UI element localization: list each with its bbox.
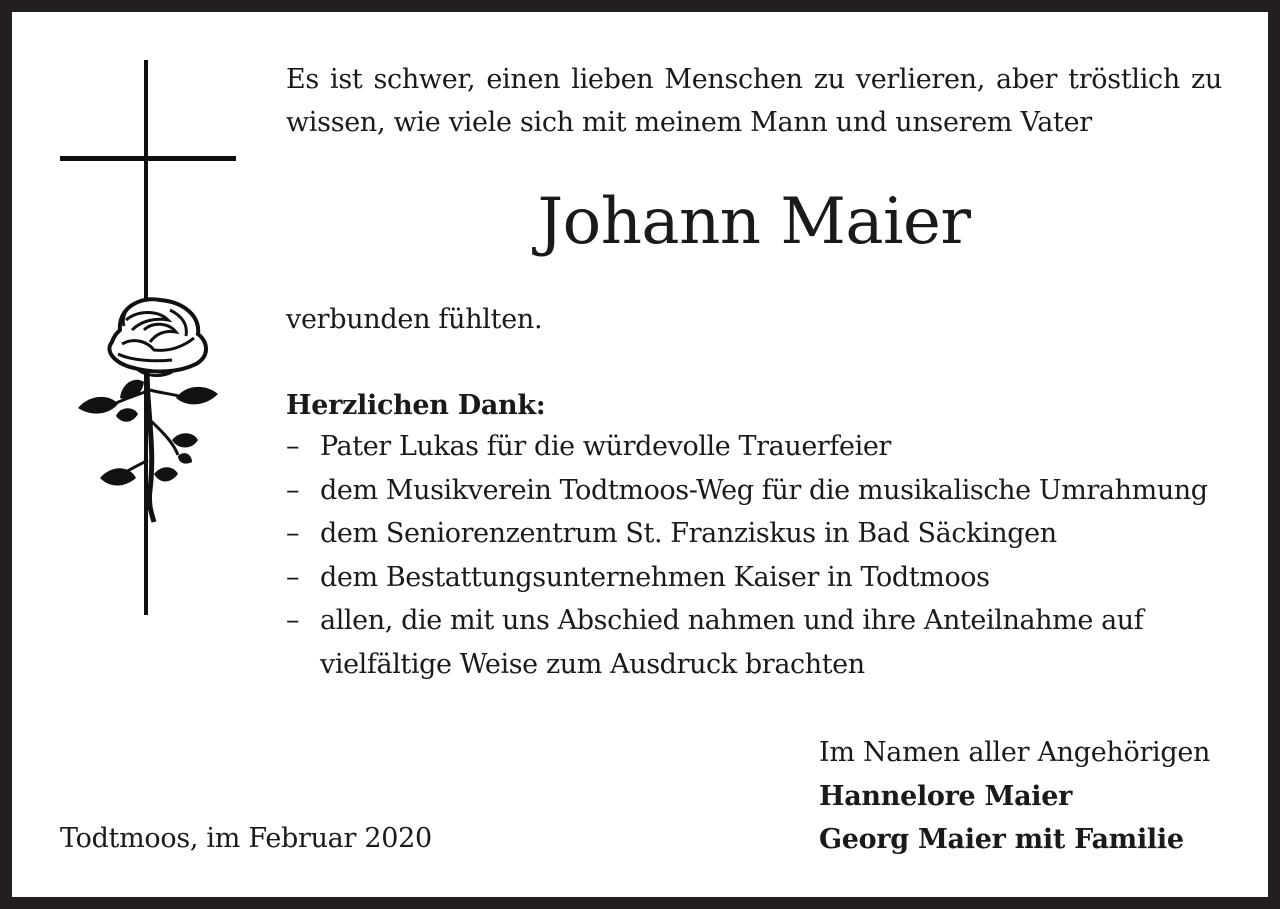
cross-horizontal-bar bbox=[60, 156, 236, 161]
signature-name-georg: Georg Maier mit Familie bbox=[819, 824, 1184, 855]
dash-bullet: – bbox=[286, 431, 300, 462]
outro-text: verbunden fühlten. bbox=[286, 304, 543, 335]
thanks-item-text: dem Musikverein Todtmoos-Weg für die musikalische Umrahmung bbox=[320, 474, 1208, 506]
thanks-item-text: allen, die mit uns Abschied nahmen und ihre Anteilnahme auf vielfältige Weise zum Ausdruck brachten bbox=[320, 605, 1144, 680]
cross-icon bbox=[60, 60, 240, 620]
intro-text: Es ist schwer, einen lieben Menschen zu verlieren, aber tröstlich zu wissen, wie viele sich mit meinem Mann und unserem Vater bbox=[286, 64, 1222, 138]
dash-bullet: – bbox=[286, 605, 300, 636]
thanks-item-text: dem Seniorenzentrum St. Franziskus in Bad Säckingen bbox=[320, 518, 1057, 549]
thanks-item bbox=[286, 512, 1222, 556]
thanks-list bbox=[286, 425, 1222, 686]
signature-name-hannelore: Hannelore Maier bbox=[819, 780, 1073, 812]
place-date: Todtmoos, im Februar 2020 bbox=[60, 823, 432, 854]
obituary-notice bbox=[12, 12, 1268, 897]
signature-block bbox=[819, 731, 1210, 862]
dash-bullet: – bbox=[286, 474, 300, 506]
thanks-item bbox=[286, 556, 1222, 600]
thanks-item-text: dem Bestattungsunternehmen Kaiser in Todtmoos bbox=[320, 561, 990, 593]
thanks-item bbox=[286, 425, 1222, 469]
thanks-item bbox=[286, 599, 1222, 686]
thanks-heading: Herzlichen Dank: bbox=[286, 390, 546, 421]
rose-icon bbox=[60, 290, 240, 550]
deceased-name: Johann Maier bbox=[537, 185, 971, 259]
thanks-item bbox=[286, 469, 1222, 513]
dash-bullet: – bbox=[286, 518, 300, 549]
thanks-item-text: Pater Lukas für die würdevolle Trauerfeier bbox=[320, 431, 891, 462]
signature-line-on-behalf: Im Namen aller Angehörigen bbox=[819, 737, 1211, 768]
dash-bullet: – bbox=[286, 561, 300, 593]
